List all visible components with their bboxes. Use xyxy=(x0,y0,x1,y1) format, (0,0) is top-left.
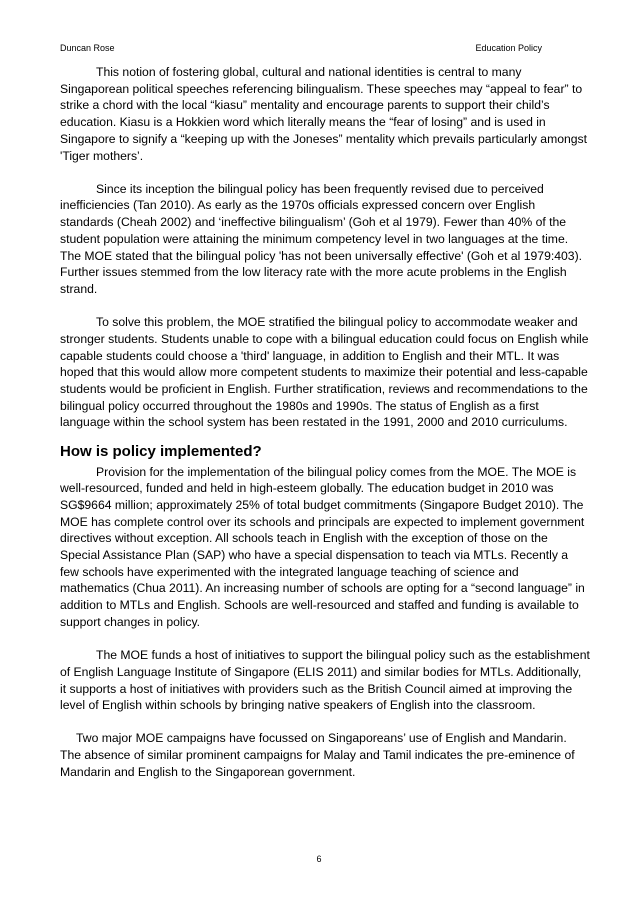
paragraph-policy-revisions: Since its inception the bilingual policy has been frequently revised due to perceived inefficiencies (Tan 2010). As early as the 1970s officials expressed concern over English standards (Cheah 2002) and ‘ineffective bilingualism’ (Goh et al 1979). Fewer than 40% of the student population were attaining the minimum competency level in two languages at the time. The MOE stated that the bilingual policy 'has not been universally effective' (Goh et al 1979:403). Further issues stemmed from the low literacy rate with the more acute problems in the English strand. xyxy=(60,181,583,296)
paragraph-moe-initiatives: The MOE funds a host of initiatives to support the bilingual policy such as the establishment of English Language Institute of Singapore (ELIS 2011) and similar bodies for MTLs. Additionally, it supports a host of initiatives with providers such as the British Council aimed at improving the level of English within schools by bringing native speakers of English into the classroom. xyxy=(60,648,590,713)
document-body xyxy=(60,64,590,797)
paragraph-stratification: To solve this problem, the MOE stratified the bilingual policy to accommodate weaker and stronger students. Students unable to cope with a bilingual education could focus on English while capable students could choose a 'third' language, in addition to English and their MTL. It was hoped that this would allow more competent students to maximize their potential and less-capable students would be proficient in English. Further stratification, reviews and recommendations to the bilingual policy occurred throughout the 1980s and 1990s. The status of English as a first language within the school system has been restated in the 1991, 2000 and 2010 curriculums. xyxy=(60,315,589,430)
header-author: Duncan Rose xyxy=(60,43,115,53)
paragraph-fostering-identities: This notion of fostering global, cultural and national identities is central to many Singaporean political speeches referencing bilingualism. These speeches may “appeal to fear” to strike a chord with the local “kiasu” mentality and encourage parents to support their child’s education. Kiasu is a Hokkien word which literally means the “fear of losing” and is used in Singapore to signify a “keeping up with the Joneses” mentality which prevails particularly amongst 'Tiger mothers’. xyxy=(60,65,588,163)
paragraph-moe-campaigns: Two major MOE campaigns have focussed on Singaporeans’ use of English and Mandarin. The absence of similar prominent campaigns for Malay and Tamil indicates the pre-eminence of Mandarin and English to the Singaporean government. xyxy=(60,731,575,779)
section-heading: How is policy implemented? xyxy=(60,442,262,460)
paragraph-moe-provision: Provision for the implementation of the bilingual policy comes from the MOE. The MOE is well-resourced, funded and held in high-esteem globally. The education budget in 2010 was SG$9664 million; approximately 25% of total budget commitments (Singapore Budget 2010). The MOE has complete control over its schools and principals are expected to implement government directives without exception. All schools teach in English with the exception of those on the Special Assistance Plan (SAP) who have a special dispensation to teach via MTLs. Recently a few schools have experimented with the integrated language teaching of science and mathematics (Chua 2011). An increasing number of schools are opting for a “second language” in addition to MTLs and English. Schools are well-resourced and staffed and funding is available to support changes in policy. xyxy=(60,464,585,629)
header-title: Education Policy xyxy=(475,43,542,53)
page-number: 6 xyxy=(316,854,322,864)
running-header xyxy=(60,41,578,55)
